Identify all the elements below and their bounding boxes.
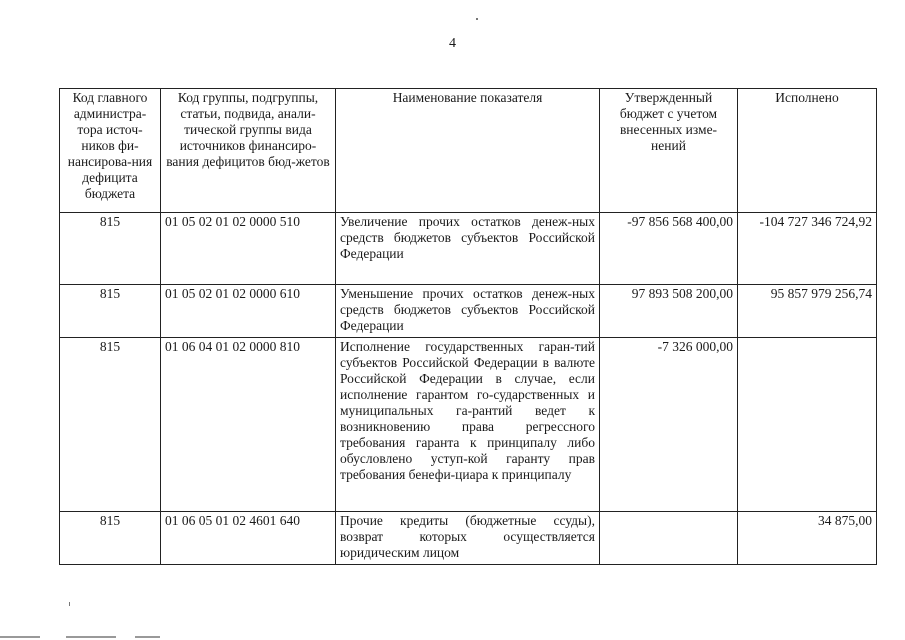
header-indicator-name: Наименование показателя bbox=[336, 89, 600, 213]
executed-cell: 95 857 979 256,74 bbox=[738, 285, 877, 338]
approved-budget-cell: -97 856 568 400,00 bbox=[600, 213, 738, 285]
scan-speck bbox=[69, 602, 70, 606]
admin-code-cell: 815 bbox=[60, 285, 161, 338]
group-code-cell: 01 06 05 01 02 4601 640 bbox=[161, 512, 336, 565]
admin-code-cell: 815 bbox=[60, 338, 161, 512]
group-code-cell: 01 05 02 01 02 0000 510 bbox=[161, 213, 336, 285]
indicator-name-cell: Прочие кредиты (бюджетные ссуды), возврат которых осуществляется юридическим лицом bbox=[336, 512, 600, 565]
sources-table bbox=[59, 88, 877, 565]
scan-edge-line bbox=[66, 636, 116, 638]
header-approved-budget: Утвержденный бюджет с учетом внесенных изме-нений bbox=[600, 89, 738, 213]
indicator-name-cell: Исполнение государственных гаран-тий субъектов Российской Федерации в валюте Российской Федерации в случае, если исполнение гарантом го-сударственных и муниципальных га-рантий ведет к возникновению права регрессного требования гаранта к принципалу либо обусловлено уступ-кой гаранту прав требования бенефи-циара к принципалу bbox=[336, 338, 600, 512]
table-row bbox=[60, 213, 877, 285]
header-group-code: Код группы, подгруппы, статьи, подвида, анали-тической группы вида источников финансиро-вания дефицитов бюд-жетов bbox=[161, 89, 336, 213]
admin-code-cell: 815 bbox=[60, 213, 161, 285]
admin-code-cell: 815 bbox=[60, 512, 161, 565]
indicator-name-cell: Уменьшение прочих остатков денеж-ных средств бюджетов субъектов Российской Федерации bbox=[336, 285, 600, 338]
table-row bbox=[60, 285, 877, 338]
approved-budget-cell: 97 893 508 200,00 bbox=[600, 285, 738, 338]
header-executed: Исполнено bbox=[738, 89, 877, 213]
indicator-name-cell: Увеличение прочих остатков денеж-ных средств бюджетов субъектов Российской Федерации bbox=[336, 213, 600, 285]
executed-cell: -104 727 346 724,92 bbox=[738, 213, 877, 285]
scan-speck bbox=[476, 18, 478, 20]
table-header-row bbox=[60, 89, 877, 213]
table-row bbox=[60, 512, 877, 565]
group-code-cell: 01 05 02 01 02 0000 610 bbox=[161, 285, 336, 338]
approved-budget-cell: -7 326 000,00 bbox=[600, 338, 738, 512]
page-number: 4 bbox=[449, 36, 456, 51]
approved-budget-cell bbox=[600, 512, 738, 565]
scan-edge-line bbox=[135, 636, 160, 638]
group-code-cell: 01 06 04 01 02 0000 810 bbox=[161, 338, 336, 512]
table-row bbox=[60, 338, 877, 512]
executed-cell: 34 875,00 bbox=[738, 512, 877, 565]
header-admin-code: Код главного администра-тора источ-ников фи-нансирова-ния дефицита бюджета bbox=[60, 89, 161, 213]
scan-edge-line bbox=[0, 636, 40, 638]
executed-cell bbox=[738, 338, 877, 512]
